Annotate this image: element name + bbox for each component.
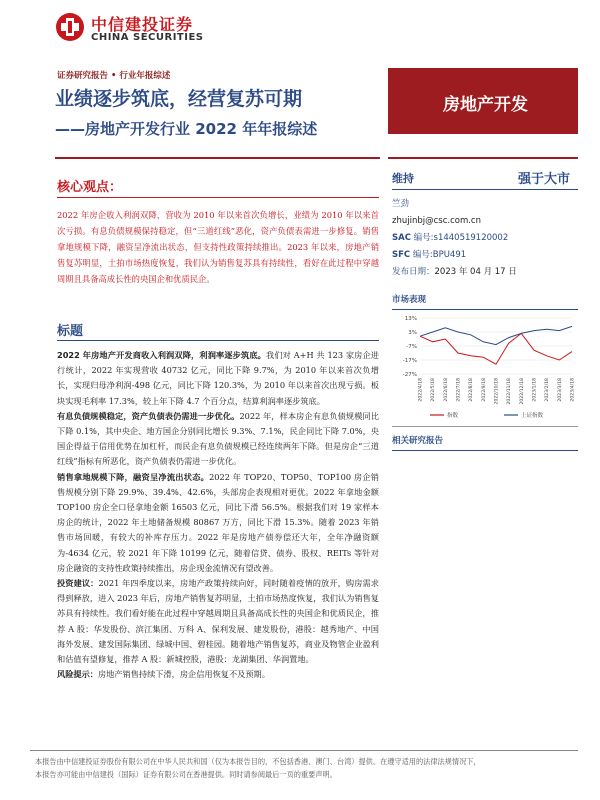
logo-text-en: CHINA SECURITIES xyxy=(91,32,204,43)
publish-date-label: 发布日期： xyxy=(392,267,435,277)
x-tick-label: 2022/5/18 xyxy=(431,378,437,402)
header-divider xyxy=(55,157,380,159)
x-tick-label: 2022/12/18 xyxy=(519,378,525,405)
paragraph-performance xyxy=(57,348,379,409)
report-type: 证券研究报告 • 行业年报综述 xyxy=(57,71,171,81)
paragraph-text: 2022 年，样本房企有息负债规模同比下降 0.1%，其中央企、地方国企分别同比增长 9.3%、7.1%，民企同比下降 7.0%，央国企得益于信用优势在加杠杆，而民企有息负债规模已经连续两年下降。但是房企“三道红线”指标有所恶化，资产负债表仍需进一步优化。 xyxy=(57,410,379,467)
paragraph-lead: 2022 年房地产开发商收入利润双降，利润率逐步筑底。 xyxy=(57,350,266,360)
legend-label: 上证指数 xyxy=(521,413,544,419)
analyst-name: 竺劲 xyxy=(392,199,410,209)
sac-label: SAC xyxy=(392,233,411,243)
page-title: 业绩逐步筑底，经营复苏可期 xyxy=(55,88,303,110)
legend-label: 指数 xyxy=(447,413,459,419)
x-tick-label: 2022/4/18 xyxy=(418,378,424,402)
footer-line: 本报告亦可能由中信建投（国际）证券有限公司在香港提供。同时请参阅最后一页的重要声明。 xyxy=(35,770,337,779)
core-views-divider xyxy=(57,197,379,198)
core-views-title: 核心观点： xyxy=(57,180,123,195)
rating-action: 维持 xyxy=(392,172,414,185)
industry-label: 房地产开发 xyxy=(443,95,528,115)
rating-value: 强于大市 xyxy=(517,172,570,187)
paragraph-debt xyxy=(57,409,379,470)
x-tick-label: 2023/1/18 xyxy=(532,378,538,402)
sac-value: 编号:s1440519120002 xyxy=(413,233,509,243)
paragraph-lead: 有息负债规模稳定，资产负债表仍需进一步优化。 xyxy=(57,410,240,421)
x-tick-label: 2022/9/18 xyxy=(481,378,487,402)
section-divider xyxy=(57,340,379,341)
x-tick-label: 2022/7/18 xyxy=(456,378,462,402)
x-tick-label: 2023/4/18 xyxy=(570,378,576,402)
x-tick-label: 2023/3/18 xyxy=(557,378,563,402)
company-logo-icon xyxy=(55,12,85,42)
market-performance-divider xyxy=(392,309,578,310)
x-tick-label: 2022/6/18 xyxy=(443,378,449,402)
analyst-sac xyxy=(392,230,508,247)
company-logo xyxy=(55,10,225,46)
market-performance-title: 市场表现 xyxy=(392,295,427,305)
chart-divider xyxy=(392,426,578,427)
sidebar-divider xyxy=(388,157,578,159)
series-line-index xyxy=(420,333,572,364)
paragraph-text: 2022 年 TOP20、TOP50、TOP100 房企销售规模分别下降 29.9%、39.4%、42.6%，头部房企表现相对更优。2022 年拿地金额 TOP100 房企全口径拿地金额 16503 亿元，同比下滑 56.5%。根据我们对 19 家样本房企的统计，2022 年土地储备规模 80867 万方，同比下滑 15.3%。随着 2023 年销售市场回暖，有较大的补库存压力。2022 年是房地产债券偿还大年，全年净融资额为-4634 亿元，较 2021 年下降 10199 亿元，随着信贷、债券、股权、REITs 等针对房企融资的支持性政策持续推出，房企现金流情况有望改善。 xyxy=(57,471,379,573)
x-tick-label: 2022/11/18 xyxy=(507,378,513,405)
paragraph-lead: 风险提示： xyxy=(57,669,98,680)
core-views-text: 2022 年房企收入利润双降，营收为 2010 年以来首次负增长，业绩为 2010 年以来首次亏损。有息负债规模保持稳定，但“三道红线”恶化，资产负债表需进一步修复。销售拿地规模下降，融资呈净流出状态，但支持性政策持续推出。2023 年以来，房地产销售复苏明显，土拍市场热度恢复，我们认为销售复苏具有持续性，看好在此过程中穿越周期且具备高成长性的央国企和优质民企。 xyxy=(57,210,379,284)
analyst-email[interactable]: zhujinbj@csc.com.cn xyxy=(392,216,481,226)
y-tick-label: -7% xyxy=(406,344,417,350)
publish-date xyxy=(392,265,517,277)
paragraph-risk xyxy=(57,667,379,682)
paragraph-text: 房地产销售持续下滑，房企信用恢复不及预期。 xyxy=(97,669,270,680)
rating-header xyxy=(392,166,578,190)
market-performance-chart xyxy=(392,312,578,424)
paragraph-text: 2021 年四季度以来，房地产政策持续向好，同时随着疫情的放开，购房需求得到释放，进入 2023 年后，房地产销售复苏明显，土拍市场热度恢复，我们认为销售复苏具有持续性。我们看好能在此过程中穿越周期且具备高成长性的央国企和优质民企，推荐 A 股：华发股份、滨江集团、万科 A、保利发展、建发股份，港股：越秀地产、中国海外发展、建发国际集团、绿城中国、碧桂园。随着地产销售复苏，商业及物管企业盈利和估值有望修复，推荐 A 股：新城控股，港股：龙湖集团、华润置地。 xyxy=(57,578,379,665)
x-tick-label: 2023/2/18 xyxy=(545,378,551,402)
y-tick-label: 3% xyxy=(408,330,417,336)
x-tick-label: 2022/10/18 xyxy=(494,378,500,405)
footer-line: 本报告由中信建投证券股份有限公司在中华人民共和国（仅为本报告目的，不包括香港、澳门、台湾）提供。在遵守适用的法律法规情况下， xyxy=(35,757,481,766)
sfc-value: 编号:BPU491 xyxy=(412,250,467,260)
analyst-info xyxy=(392,196,508,264)
logo-text-cn: 中信建投证券 xyxy=(91,15,194,34)
paragraph-text: 我们对 A+H 共 123 家房企进行统计，2022 年实现营收 40732 亿元，同比下降 9.7%，为 2010 年以来首次负增长，实现归母净利润-498 亿元，同比下降 120.3%，为 2010 年以来首次出现亏损。板块实现毛利率 17.3%，较上年下降 4.7 个百分点，结算利润率逐步筑底。 xyxy=(57,350,379,406)
industry-banner xyxy=(388,68,578,134)
paragraph-lead: 销售拿地规模下降，融资呈净流出状态。 xyxy=(57,471,210,482)
page-subtitle: ——房地产开发行业 2022 年年报综述 xyxy=(55,120,318,138)
sfc-label: SFC xyxy=(392,250,411,260)
related-reports-title: 相关研究报告 xyxy=(392,436,444,446)
analyst-sfc xyxy=(392,247,508,264)
related-reports-divider xyxy=(392,450,578,451)
paragraph-investment xyxy=(57,576,379,667)
section-title: 标题 xyxy=(57,324,84,339)
x-tick-label: 2022/8/18 xyxy=(469,378,475,402)
y-tick-label: -27% xyxy=(402,372,417,378)
y-tick-label: -17% xyxy=(402,358,417,364)
publish-date-value: 2023 年 04 月 17 日 xyxy=(434,267,517,277)
footer-disclaimer xyxy=(35,755,580,781)
series-line-shanghai xyxy=(420,326,572,344)
section-body xyxy=(57,348,379,682)
y-tick-label: 13% xyxy=(404,316,417,322)
footer-divider xyxy=(30,750,578,751)
paragraph-sales xyxy=(57,470,379,576)
paragraph-lead: 投资建议： xyxy=(57,578,99,589)
